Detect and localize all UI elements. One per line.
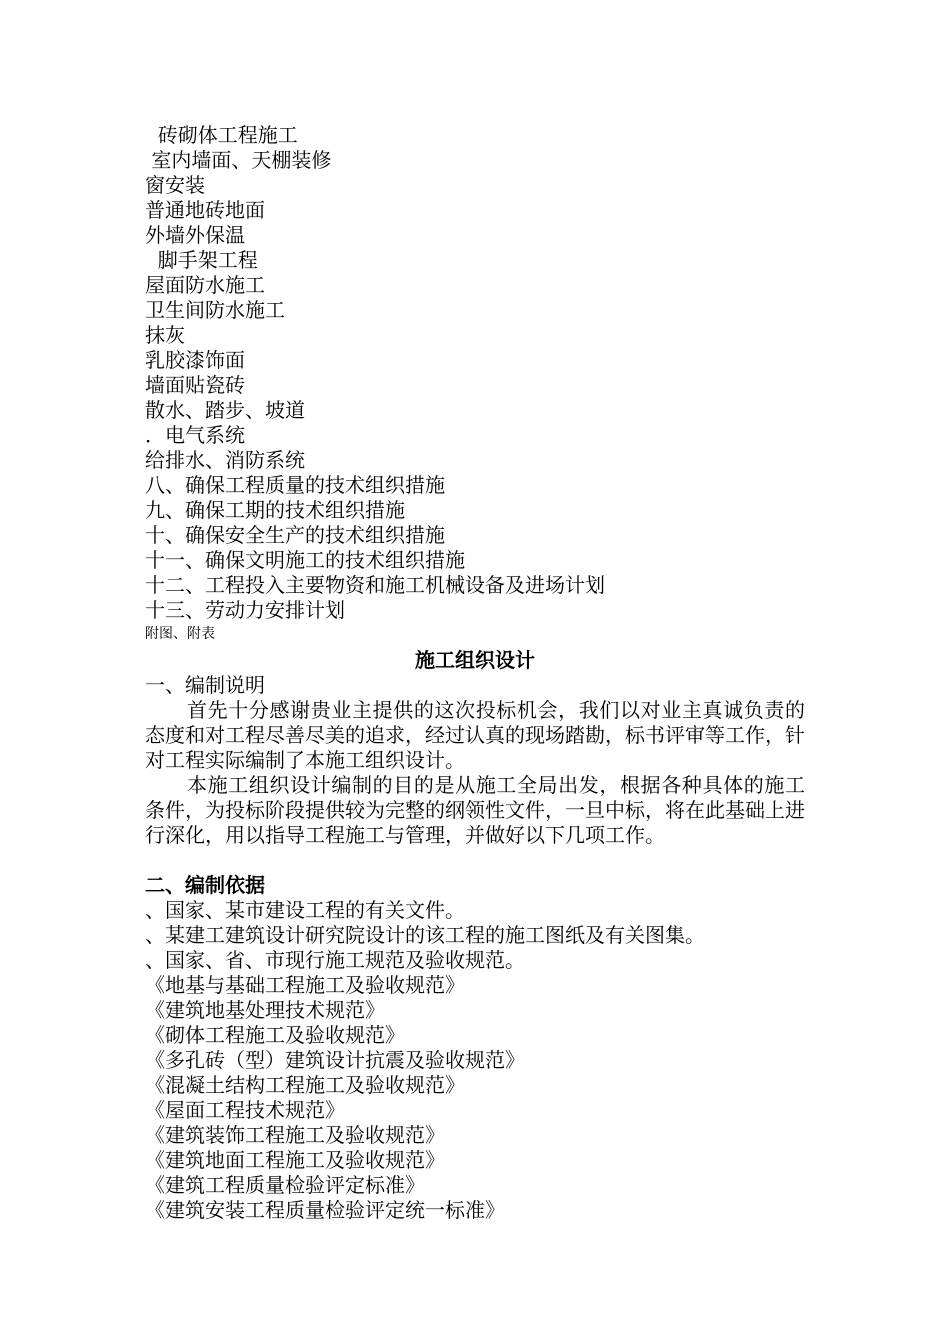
toc-item: 室内墙面、天棚装修 — [145, 148, 332, 172]
list-item: 、国家、某市建设工程的有关文件。 — [145, 898, 465, 922]
list-item: 《多孔砖（型）建筑设计抗震及验收规范》 — [145, 1048, 525, 1072]
list-item: 《地基与基础工程施工及验收规范》 — [145, 973, 465, 997]
toc-item: 十三、劳动力安排计划 — [145, 598, 345, 622]
list-item: 《屋面工程技术规范》 — [145, 1098, 345, 1122]
toc-item: 九、确保工期的技术组织措施 — [145, 498, 405, 522]
list-item: 《砌体工程施工及验收规范》 — [145, 1023, 405, 1047]
toc-item: 十一、确保文明施工的技术组织措施 — [145, 548, 465, 572]
toc-item: 外墙外保温 — [145, 223, 245, 247]
list-item: 《建筑地基处理技术规范》 — [145, 998, 385, 1022]
paragraph: 本施工组织设计编制的目的是从施工全局出发，根据各种具体的施工条件，为投标阶段提供较为完整的纲领性文件，一旦中标，将在此基础上进行深化，用以指导工程施工与管理，并做好以下几项工作。 — [145, 773, 805, 847]
list-item: 《混凝土结构工程施工及验收规范》 — [145, 1073, 465, 1097]
toc-item: ．电气系统 — [145, 423, 245, 447]
section-heading: 二、编制依据 — [145, 873, 265, 897]
list-item: 、国家、省、市现行施工规范及验收规范。 — [145, 948, 525, 972]
list-item: 《建筑安装工程质量检验评定统一标准》 — [145, 1198, 505, 1222]
list-item: 《建筑装饰工程施工及验收规范》 — [145, 1123, 445, 1147]
toc-item: 抹灰 — [145, 323, 185, 347]
toc-item: 十、确保安全生产的技术组织措施 — [145, 523, 445, 547]
toc-item: 乳胶漆饰面 — [145, 348, 245, 372]
toc-item: 散水、踏步、坡道 — [145, 398, 305, 422]
document-title: 施工组织设计 — [415, 648, 535, 672]
toc-item: 给排水、消防系统 — [145, 448, 305, 472]
toc-item: 窗安装 — [145, 173, 205, 197]
list-item: 、某建工建筑设计研究院设计的该工程的施工图纸及有关图集。 — [145, 923, 705, 947]
section-heading: 一、编制说明 — [145, 673, 265, 697]
toc-item: 八、确保工程质量的技术组织措施 — [145, 473, 445, 497]
toc-item: 普通地砖地面 — [145, 198, 265, 222]
list-item: 《建筑地面工程施工及验收规范》 — [145, 1148, 445, 1172]
toc-item: 墙面贴瓷砖 — [145, 373, 245, 397]
toc-item: 十二、工程投入主要物资和施工机械设备及进场计划 — [145, 573, 605, 597]
toc-item: 卫生间防水施工 — [145, 298, 285, 322]
paragraph: 首先十分感谢贵业主提供的这次投标机会，我们以对业主真诚负责的态度和对工程尽善尽美的追求，经过认真的现场踏勘，标书评审等工作，针对工程实际编制了本施工组织设计。 — [145, 698, 805, 772]
toc-item: 脚手架工程 — [145, 248, 258, 272]
toc-item: 砖砌体工程施工 — [145, 123, 298, 147]
appendix-label: 附图、附表 — [145, 626, 215, 642]
toc-item: 屋面防水施工 — [145, 273, 265, 297]
list-item: 《建筑工程质量检验评定标准》 — [145, 1173, 425, 1197]
